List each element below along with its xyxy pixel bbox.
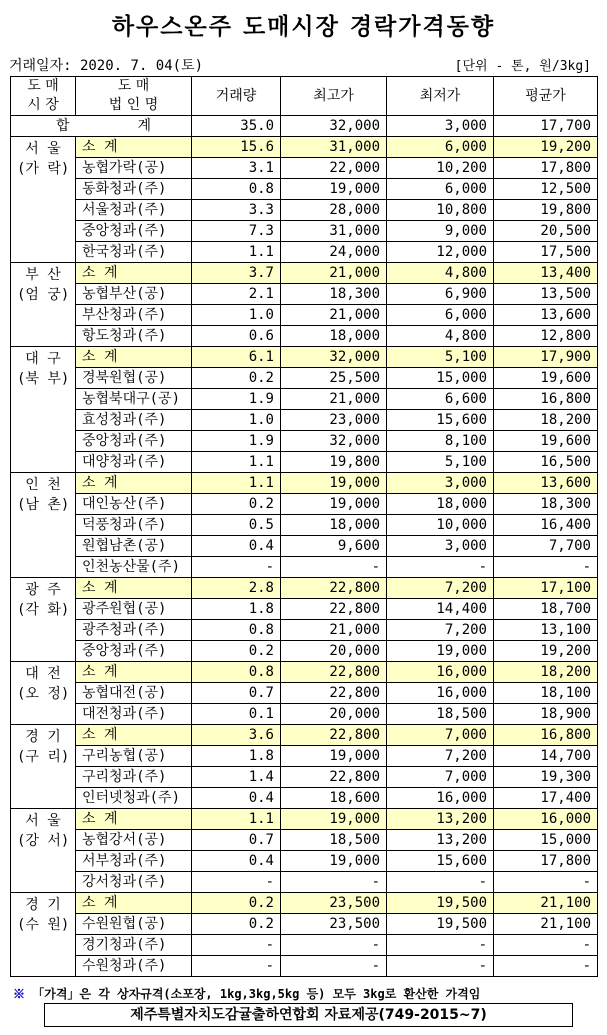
corp-name: 항도청과(주) <box>76 326 192 347</box>
corp-name: 강서청과(주) <box>76 872 192 893</box>
market-cell <box>11 473 76 578</box>
cell-avg: 17,100 <box>494 578 598 599</box>
cell-volume: 0.8 <box>192 662 281 683</box>
cell-avg: 18,100 <box>494 683 598 704</box>
total-max: 32,000 <box>281 116 387 137</box>
cell-min: 5,100 <box>387 452 494 473</box>
market-cell <box>11 725 76 809</box>
cell-avg: 19,200 <box>494 137 598 158</box>
cell-avg: 21,100 <box>494 893 598 914</box>
cell-volume: 7.3 <box>192 221 281 242</box>
market-name-line: (가 락) <box>17 161 70 177</box>
header-corp-line1: 도 매 <box>117 78 150 94</box>
cell-volume: 1.9 <box>192 389 281 410</box>
cell-max: - <box>281 557 387 578</box>
corp-name: 구리청과(주) <box>76 767 192 788</box>
cell-volume: - <box>192 557 281 578</box>
corp-name: 경기청과(주) <box>76 935 192 956</box>
table-row <box>11 641 598 662</box>
cell-volume: 2.8 <box>192 578 281 599</box>
cell-volume: 0.2 <box>192 641 281 662</box>
cell-volume: 1.8 <box>192 746 281 767</box>
table-row <box>11 935 598 956</box>
cell-volume: 1.8 <box>192 599 281 620</box>
corp-name: 원협남촌(공) <box>76 536 192 557</box>
cell-avg: 19,600 <box>494 431 598 452</box>
cell-avg: 21,100 <box>494 914 598 935</box>
cell-max: 32,000 <box>281 431 387 452</box>
header-corp-line2: 법 인 명 <box>108 97 159 113</box>
subtotal-label: 소 계 <box>76 578 192 599</box>
cell-avg: 16,500 <box>494 452 598 473</box>
subtotal-row <box>11 893 598 914</box>
cell-avg: 13,600 <box>494 305 598 326</box>
cell-max: 19,000 <box>281 746 387 767</box>
table-row <box>11 284 598 305</box>
cell-avg: 17,800 <box>494 158 598 179</box>
corp-name: 수원청과(주) <box>76 956 192 977</box>
total-label-right: 계 <box>137 117 151 134</box>
market-cell <box>11 578 76 662</box>
cell-avg: - <box>494 872 598 893</box>
cell-min: 9,000 <box>387 221 494 242</box>
cell-min: 7,200 <box>387 746 494 767</box>
cell-max: 22,800 <box>281 662 387 683</box>
cell-min: 19,000 <box>387 641 494 662</box>
corp-name: 효성청과(주) <box>76 410 192 431</box>
corp-name: 서울청과(주) <box>76 200 192 221</box>
cell-avg: 18,300 <box>494 494 598 515</box>
footnote-text: 「가격」은 각 상자규격(소포장, 1kg,3kg,5kg 등) 모두 3kg로 환산한 가격임 <box>32 987 481 1001</box>
cell-avg: - <box>494 956 598 977</box>
cell-max: 22,800 <box>281 599 387 620</box>
market-name-line: 대 구 <box>25 351 61 367</box>
cell-min: 10,200 <box>387 158 494 179</box>
corp-name: 농협북대구(공) <box>76 389 192 410</box>
corp-name: 인천농산물(주) <box>76 557 192 578</box>
market-name-line: (오 정) <box>17 686 70 702</box>
cell-min: - <box>387 872 494 893</box>
market-name-line: 대 전 <box>25 666 61 682</box>
footnote <box>13 985 480 1002</box>
corp-name: 중앙청과(주) <box>76 431 192 452</box>
corp-name: 농협대전(공) <box>76 683 192 704</box>
cell-max: 19,000 <box>281 473 387 494</box>
cell-min: 16,000 <box>387 662 494 683</box>
table-row <box>11 851 598 872</box>
cell-avg: 12,500 <box>494 179 598 200</box>
corp-name: 동화청과(주) <box>76 179 192 200</box>
subtotal-label: 소 계 <box>76 809 192 830</box>
header-corp <box>76 77 192 116</box>
subtotal-row <box>11 473 598 494</box>
page-title: 하우스온주 도매시장 경락가격동향 <box>111 14 496 40</box>
cell-avg: 17,900 <box>494 347 598 368</box>
header-market-line2: 시 장 <box>27 97 59 113</box>
cell-max: 19,000 <box>281 179 387 200</box>
cell-min: - <box>387 956 494 977</box>
cell-volume: 1.9 <box>192 431 281 452</box>
cell-min: 7,200 <box>387 578 494 599</box>
subtotal-row <box>11 662 598 683</box>
market-cell <box>11 893 76 977</box>
cell-min: 3,000 <box>387 473 494 494</box>
cell-volume: 1.1 <box>192 809 281 830</box>
corp-name: 경북원협(공) <box>76 368 192 389</box>
corp-name: 농협가락(공) <box>76 158 192 179</box>
corp-name: 농협강서(공) <box>76 830 192 851</box>
table-row <box>11 515 598 536</box>
header-market <box>11 77 76 116</box>
table-row <box>11 368 598 389</box>
corp-name: 대양청과(주) <box>76 452 192 473</box>
subtotal-label: 소 계 <box>76 473 192 494</box>
cell-max: 20,000 <box>281 704 387 725</box>
table-row <box>11 956 598 977</box>
cell-avg: 19,800 <box>494 200 598 221</box>
cell-volume: 6.1 <box>192 347 281 368</box>
corp-name: 한국청과(주) <box>76 242 192 263</box>
subtotal-row <box>11 725 598 746</box>
cell-volume: - <box>192 956 281 977</box>
cell-min: 19,500 <box>387 893 494 914</box>
cell-max: 21,000 <box>281 389 387 410</box>
cell-max: 23,000 <box>281 410 387 431</box>
cell-max: 19,000 <box>281 494 387 515</box>
cell-avg: 18,200 <box>494 662 598 683</box>
total-row <box>11 116 598 137</box>
cell-max: 23,500 <box>281 893 387 914</box>
cell-min: 18,500 <box>387 704 494 725</box>
corp-name: 부산청과(주) <box>76 305 192 326</box>
subtotal-row <box>11 809 598 830</box>
market-cell <box>11 809 76 893</box>
cell-volume: 1.0 <box>192 410 281 431</box>
cell-max: 25,500 <box>281 368 387 389</box>
table-row <box>11 179 598 200</box>
table-row <box>11 221 598 242</box>
market-name-line: (엄 궁) <box>17 287 70 303</box>
cell-volume: 0.2 <box>192 494 281 515</box>
header-max: 최고가 <box>281 77 387 116</box>
cell-min: 15,600 <box>387 851 494 872</box>
cell-min: 6,900 <box>387 284 494 305</box>
cell-avg: 13,400 <box>494 263 598 284</box>
cell-avg: - <box>494 557 598 578</box>
cell-volume: 1.1 <box>192 473 281 494</box>
footnote-mark: ※ <box>13 987 26 1001</box>
cell-avg: 19,200 <box>494 641 598 662</box>
table-row <box>11 557 598 578</box>
corp-name: 인터넷청과(주) <box>76 788 192 809</box>
cell-max: 21,000 <box>281 305 387 326</box>
cell-max: 18,000 <box>281 515 387 536</box>
cell-min: 10,000 <box>387 515 494 536</box>
corp-name: 중앙청과(주) <box>76 221 192 242</box>
cell-max: 21,000 <box>281 263 387 284</box>
cell-max: 19,000 <box>281 809 387 830</box>
table-row <box>11 431 598 452</box>
corp-name: 농협부산(공) <box>76 284 192 305</box>
corp-name: 대전청과(주) <box>76 704 192 725</box>
table-row <box>11 200 598 221</box>
cell-max: 18,600 <box>281 788 387 809</box>
cell-volume: 0.1 <box>192 704 281 725</box>
cell-max: 18,000 <box>281 326 387 347</box>
cell-max: 22,800 <box>281 767 387 788</box>
cell-avg: 14,700 <box>494 746 598 767</box>
cell-min: 19,500 <box>387 914 494 935</box>
table-row <box>11 242 598 263</box>
total-label-left: 합 <box>56 117 70 134</box>
cell-min: 10,800 <box>387 200 494 221</box>
cell-max: 9,600 <box>281 536 387 557</box>
cell-min: 8,100 <box>387 431 494 452</box>
cell-min: 13,200 <box>387 809 494 830</box>
market-cell <box>11 347 76 473</box>
cell-volume: 3.6 <box>192 725 281 746</box>
cell-volume: 3.1 <box>192 158 281 179</box>
price-table <box>10 76 598 977</box>
cell-min: 16,000 <box>387 788 494 809</box>
cell-min: 6,000 <box>387 179 494 200</box>
cell-min: 7,000 <box>387 767 494 788</box>
market-cell <box>11 137 76 263</box>
subtotal-label: 소 계 <box>76 662 192 683</box>
cell-min: 7,000 <box>387 725 494 746</box>
market-name-line: 경 기 <box>25 897 61 913</box>
cell-min: 15,000 <box>387 368 494 389</box>
market-name-line: 경 기 <box>25 729 61 745</box>
corp-name: 덕풍청과(주) <box>76 515 192 536</box>
cell-max: 22,000 <box>281 158 387 179</box>
cell-max: 28,000 <box>281 200 387 221</box>
cell-avg: 17,800 <box>494 851 598 872</box>
cell-max: 19,000 <box>281 851 387 872</box>
cell-max: 31,000 <box>281 137 387 158</box>
cell-volume: 0.4 <box>192 851 281 872</box>
cell-volume: 2.1 <box>192 284 281 305</box>
cell-max: 21,000 <box>281 620 387 641</box>
cell-volume: 0.8 <box>192 620 281 641</box>
cell-min: 3,000 <box>387 536 494 557</box>
header-avg: 평균가 <box>494 77 598 116</box>
corp-name: 광주청과(주) <box>76 620 192 641</box>
total-avg: 17,700 <box>494 116 598 137</box>
cell-avg: - <box>494 935 598 956</box>
cell-min: 6,000 <box>387 305 494 326</box>
cell-max: 31,000 <box>281 221 387 242</box>
market-name-line: 부 산 <box>25 267 61 283</box>
table-row <box>11 326 598 347</box>
cell-max: - <box>281 956 387 977</box>
cell-max: 22,800 <box>281 578 387 599</box>
market-name-line: (북 부) <box>17 371 70 387</box>
market-name-line: 서 울 <box>25 813 61 829</box>
cell-volume: 0.8 <box>192 179 281 200</box>
market-cell <box>11 263 76 347</box>
trade-date: 거래일자: 2020. 7. 04(토) <box>9 58 204 74</box>
cell-min: 4,800 <box>387 263 494 284</box>
cell-min: - <box>387 935 494 956</box>
cell-volume: 0.6 <box>192 326 281 347</box>
cell-max: 32,000 <box>281 347 387 368</box>
cell-volume: 0.7 <box>192 830 281 851</box>
cell-volume: 1.1 <box>192 242 281 263</box>
cell-max: 23,500 <box>281 914 387 935</box>
cell-avg: 20,500 <box>494 221 598 242</box>
market-name-line: (수 원) <box>17 917 70 933</box>
corp-name: 수원원협(공) <box>76 914 192 935</box>
cell-volume: 1.4 <box>192 767 281 788</box>
source-credit: 제주특별자치도감귤출하연합회 자료제공(749-2015~7) <box>44 1003 573 1027</box>
header-min: 최저가 <box>387 77 494 116</box>
cell-avg: 18,200 <box>494 410 598 431</box>
corp-name: 서부청과(주) <box>76 851 192 872</box>
cell-avg: 16,400 <box>494 515 598 536</box>
cell-volume: 0.4 <box>192 788 281 809</box>
unit-label: [단위 - 톤, 원/3kg] <box>454 59 591 74</box>
total-label <box>11 116 192 137</box>
market-name-line: (각 화) <box>17 602 70 618</box>
table-row <box>11 914 598 935</box>
market-name-line: (구 리) <box>17 749 70 765</box>
cell-volume: - <box>192 872 281 893</box>
cell-min: 16,000 <box>387 683 494 704</box>
subtotal-label: 소 계 <box>76 725 192 746</box>
cell-volume: 0.7 <box>192 683 281 704</box>
market-name-line: (남 촌) <box>17 497 70 513</box>
cell-min: 15,600 <box>387 410 494 431</box>
cell-volume: - <box>192 935 281 956</box>
cell-avg: 13,500 <box>494 284 598 305</box>
corp-name: 구리농협(공) <box>76 746 192 767</box>
total-volume: 35.0 <box>192 116 281 137</box>
cell-min: 6,600 <box>387 389 494 410</box>
market-cell <box>11 662 76 725</box>
subtotal-label: 소 계 <box>76 347 192 368</box>
table-row <box>11 536 598 557</box>
table-row <box>11 305 598 326</box>
subtotal-row <box>11 137 598 158</box>
cell-avg: 17,400 <box>494 788 598 809</box>
cell-min: - <box>387 557 494 578</box>
cell-max: - <box>281 935 387 956</box>
table-row <box>11 683 598 704</box>
table-row <box>11 494 598 515</box>
cell-volume: 0.4 <box>192 536 281 557</box>
cell-avg: 7,700 <box>494 536 598 557</box>
cell-min: 5,100 <box>387 347 494 368</box>
cell-avg: 16,800 <box>494 725 598 746</box>
corp-name: 광주원협(공) <box>76 599 192 620</box>
corp-name: 중앙청과(주) <box>76 641 192 662</box>
table-row <box>11 452 598 473</box>
cell-avg: 18,900 <box>494 704 598 725</box>
total-min: 3,000 <box>387 116 494 137</box>
cell-min: 12,000 <box>387 242 494 263</box>
subtotal-row <box>11 347 598 368</box>
cell-max: 18,500 <box>281 830 387 851</box>
cell-volume: 0.2 <box>192 914 281 935</box>
cell-min: 13,200 <box>387 830 494 851</box>
subtotal-label: 소 계 <box>76 263 192 284</box>
cell-avg: 17,500 <box>494 242 598 263</box>
table-row <box>11 410 598 431</box>
cell-volume: 0.2 <box>192 893 281 914</box>
cell-avg: 16,800 <box>494 389 598 410</box>
table-row <box>11 788 598 809</box>
cell-max: 24,000 <box>281 242 387 263</box>
market-name-line: 서 울 <box>25 141 61 157</box>
cell-volume: 1.0 <box>192 305 281 326</box>
cell-avg: 13,600 <box>494 473 598 494</box>
market-name-line: (강 서) <box>17 833 70 849</box>
market-name-line: 광 주 <box>25 582 61 598</box>
cell-avg: 19,600 <box>494 368 598 389</box>
cell-min: 7,200 <box>387 620 494 641</box>
table-row <box>11 599 598 620</box>
cell-max: 18,300 <box>281 284 387 305</box>
cell-volume: 15.6 <box>192 137 281 158</box>
table-row <box>11 830 598 851</box>
table-row <box>11 389 598 410</box>
cell-avg: 16,000 <box>494 809 598 830</box>
header-volume: 거래량 <box>192 77 281 116</box>
cell-min: 14,400 <box>387 599 494 620</box>
cell-min: 6,000 <box>387 137 494 158</box>
header-market-line1: 도 매 <box>27 78 59 94</box>
cell-min: 4,800 <box>387 326 494 347</box>
subtotal-label: 소 계 <box>76 893 192 914</box>
subtotal-row <box>11 263 598 284</box>
cell-volume: 0.5 <box>192 515 281 536</box>
cell-volume: 0.2 <box>192 368 281 389</box>
cell-avg: 19,300 <box>494 767 598 788</box>
table-row <box>11 872 598 893</box>
cell-max: 19,800 <box>281 452 387 473</box>
table-row <box>11 704 598 725</box>
cell-avg: 15,000 <box>494 830 598 851</box>
table-row <box>11 746 598 767</box>
cell-volume: 1.1 <box>192 452 281 473</box>
header-row <box>11 77 598 116</box>
subtotal-label: 소 계 <box>76 137 192 158</box>
market-name-line: 인 천 <box>25 477 61 493</box>
subtotal-row <box>11 578 598 599</box>
table-row <box>11 158 598 179</box>
cell-avg: 12,800 <box>494 326 598 347</box>
cell-avg: 18,700 <box>494 599 598 620</box>
table-row <box>11 767 598 788</box>
cell-volume: 3.3 <box>192 200 281 221</box>
cell-max: 22,800 <box>281 683 387 704</box>
table-row <box>11 620 598 641</box>
cell-max: 20,000 <box>281 641 387 662</box>
cell-min: 18,000 <box>387 494 494 515</box>
cell-max: - <box>281 872 387 893</box>
cell-max: 22,800 <box>281 725 387 746</box>
cell-volume: 3.7 <box>192 263 281 284</box>
corp-name: 대인농산(주) <box>76 494 192 515</box>
cell-avg: 13,100 <box>494 620 598 641</box>
